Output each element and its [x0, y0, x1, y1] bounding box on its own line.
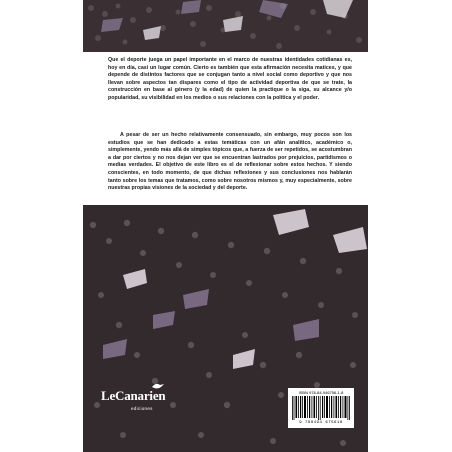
synopsis-panel: [83, 52, 368, 205]
publisher-logo: [101, 380, 181, 416]
synopsis-paragraph-1: Que el deporte juega un papel importante en el marco de nuestras identidades cotidianas es, hoy en día, casi un lugar común. Cierto es también que esta afirmación necesita matices, y que depende de distintos factores que se conjugan tanto a nivel social como deportivo y que nos llevan sobre aspectos tan dispares como el tipo de actividad deportiva de que se trate, la construcción en base al género (y la edad) de quien la practique o la siga, su alcance y/o popularidad, su visibilidad en los medios o sus relaciones con la política y el poder.: [108, 57, 352, 101]
publisher-subtitle: ediciones: [131, 406, 153, 411]
synopsis-paragraph-2: A pesar de ser un hecho relativamente consensuado, sin embargo, muy pocos son los estudios que se han dedicado a estas temáticas con un afán analítico, académico o, simplemente, yendo más allá de simples tópicos que, a fuerza de ser repetidos, se acostumbran a dar por ciertos y no nos dejan ver que se encuentran lastrados por prejuicios, partidismos o medias verdades. El objetivo de este libro es el de reflexionar sobre estos hechos. Y siendo conscientes, en todo momento, de que dichas reflexiones y sus conclusiones nos hablarán tanto sobre los temas que tratamos, como sobre nosotros mismos y, muy especialmente, sobre nuestras propias visiones de la sociedad y del deporte.: [108, 132, 352, 192]
barcode-digits: 9 788494 675618: [299, 421, 343, 425]
isbn-label: ISBN 978-84-946756-1-8: [298, 390, 344, 395]
publisher-name: LeCanarien: [101, 388, 166, 403]
crowd-photo-top: [83, 0, 368, 52]
book-back-cover: [83, 0, 368, 452]
barcode-bars: [291, 396, 351, 420]
barcode: [288, 388, 354, 428]
